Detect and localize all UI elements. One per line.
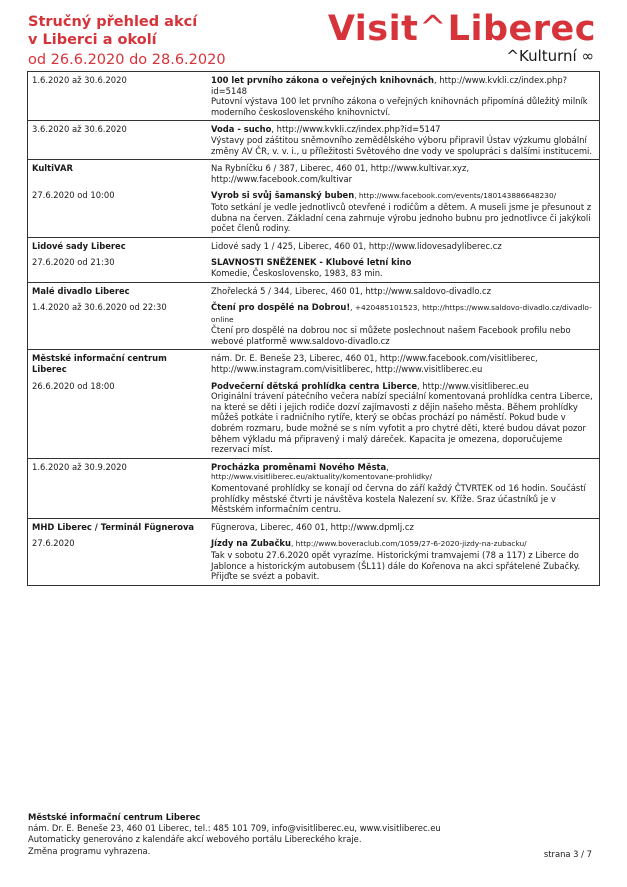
event-name: Voda - sucho <box>211 124 272 135</box>
event-name: Jízdy na Zubačku <box>211 538 291 549</box>
date-range: od 26.6.2020 do 28.6.2020 <box>28 52 226 68</box>
footer-address: nám. Dr. E. Beneše 23, 460 01 Liberec, tel.: 485 101 709, info@visitliberec.eu, www.visitliberec.eu <box>28 823 441 834</box>
event-date-cell <box>28 535 208 585</box>
venue-name: Městské informační centrum Liberec <box>32 353 167 375</box>
event-date: 27.6.2020 <box>32 538 75 549</box>
event-description: Komedie, Československo, 1983, 83 min. <box>211 267 383 278</box>
venue-address-cell <box>207 282 600 299</box>
events-table <box>27 71 600 586</box>
venue-row <box>28 282 600 299</box>
event-link[interactable]: , http://www.boveraclub.com/1059/27-6-2020-jizdy-na-zubacku/ <box>290 539 527 549</box>
event-description: Toto setkání je vedle jednotlivců otevřené i rodičům a dětem. A museli jsme je přesunout z dubna na červen. Základní cena zahrnuje výrobu jednoho bubnu pro jednotlivce či jakýkoli počet členů rodiny. <box>211 201 592 234</box>
event-detail-cell <box>207 72 600 121</box>
visit-liberec-logo <box>328 10 596 64</box>
event-heading <box>211 257 595 268</box>
venue-name-cell <box>28 518 208 535</box>
footer-organization: Městské informační centrum Liberec <box>28 812 201 822</box>
venue-address: nám. Dr. E. Beneše 23, Liberec, 460 01, http://www.facebook.com/visitliberec, http://www.instagram.com/visitliberec, http://www.visitliberec.eu <box>211 353 538 375</box>
event-heading <box>211 75 595 96</box>
event-date-cell <box>28 121 208 160</box>
venue-row <box>28 350 600 378</box>
venue-address: Fügnerova, Liberec, 460 01, http://www.dpmlj.cz <box>211 521 414 532</box>
event-link[interactable]: , http://www.visitliberec.eu <box>417 380 529 391</box>
event-row <box>28 458 600 518</box>
venue-address-cell <box>207 518 600 535</box>
event-detail-cell <box>207 254 600 282</box>
event-date: 3.6.2020 až 30.6.2020 <box>32 124 127 135</box>
event-name: SLAVNOSTI SNĚŽENEK - Klubové letní kino <box>211 257 412 268</box>
venue-row <box>28 160 600 188</box>
page-header <box>0 0 627 75</box>
event-name: Čtení pro dospělé na Dobrou! <box>211 302 351 313</box>
event-row <box>28 121 600 160</box>
event-description: Čtení pro dospělé na dobrou noc si můžete poslechnout našem Facebook profilu nebo webové platformě www.saldovo-divadlo.cz <box>211 325 571 346</box>
venue-name: Lidové sady Liberec <box>32 240 126 251</box>
venue-address-cell <box>207 350 600 378</box>
event-description: Putovní výstava 100 let prvního zákona o veřejných knihovnách připomíná důležitý milník moderního československého knihovnictví. <box>211 96 588 117</box>
event-heading <box>211 462 595 473</box>
event-date: 27.6.2020 od 10:00 <box>32 190 115 201</box>
event-row <box>28 378 600 459</box>
venue-address-cell <box>207 160 600 188</box>
logo-visit: Visit <box>327 9 419 49</box>
event-name: Podvečerní dětská prohlídka centra Liberce <box>211 380 418 391</box>
event-link[interactable]: http://www.visitliberec.eu/aktuality/komentovane-prohlidky/ <box>211 472 433 482</box>
venue-name-cell <box>28 160 208 188</box>
event-date: 26.6.2020 od 18:00 <box>32 380 115 391</box>
venue-address: Lidové sady 1 / 425, Liberec, 460 01, http://www.lidovesadyliberec.cz <box>211 240 502 251</box>
event-date: 1.6.2020 až 30.9.2020 <box>32 461 127 472</box>
footer-note-generated: Automaticky generováno z kalendáře akcí webového portálu Libereckého kraje. <box>28 834 362 845</box>
venue-name: Malé divadlo Liberec <box>32 285 130 296</box>
logo-wordmark <box>328 10 596 48</box>
event-description: Výstavy pod záštitou sněmovního zemědělského výboru připravil Ústav výzkumu globální změny AV ČR, v. v. i., u příležitosti Světového dne vody ve spolupráci s dalšími institucemi. <box>211 134 593 156</box>
logo-subtitle <box>328 48 596 64</box>
event-row <box>28 254 600 282</box>
event-link[interactable]: , http://www.kvkli.cz/index.php?id=5147 <box>271 124 441 135</box>
venue-address-cell <box>207 237 600 254</box>
logo-kulturni: ^Kulturní <box>506 47 577 65</box>
event-date-cell <box>28 72 208 121</box>
event-detail-cell <box>207 299 600 350</box>
event-date-cell <box>28 378 208 459</box>
venue-row <box>28 237 600 254</box>
venue-name-cell <box>28 350 208 378</box>
event-detail-cell <box>207 535 600 585</box>
event-detail-cell <box>207 378 600 459</box>
event-row <box>28 72 600 121</box>
venue-name-cell <box>28 282 208 299</box>
infinity-icon: ∞ <box>581 47 594 65</box>
event-row <box>28 187 600 237</box>
logo-liberec: Liberec <box>447 9 596 49</box>
event-detail-cell <box>207 121 600 160</box>
event-description: Tak v sobotu 27.6.2020 opět vyrazíme. Historickými tramvajemi (78 a 117) z Liberce do Jablonce a historickým autobusem (ŠL11) dále do Kořenova na akci spřátelené Zubačky. Přijďte se svézt a pobavit. <box>211 549 581 582</box>
venue-address: Zhořelecká 5 / 344, Liberec, 460 01, http://www.saldovo-divadlo.cz <box>211 285 492 296</box>
event-date-cell <box>28 187 208 237</box>
event-heading <box>211 124 595 135</box>
event-date: 1.4.2020 až 30.6.2020 od 22:30 <box>32 302 167 313</box>
event-heading <box>211 381 595 392</box>
event-link[interactable]: , http://www.kvkli.cz/index.php?id=5148 <box>211 75 568 96</box>
venue-name: KultiVAR <box>32 163 73 174</box>
report-title <box>28 13 226 69</box>
page-number: strana 3 / 7 <box>543 849 592 859</box>
event-detail-cell <box>207 187 600 237</box>
event-date-cell <box>28 254 208 282</box>
venue-name: MHD Liberec / Terminál Fügnerova <box>32 521 195 532</box>
event-row <box>28 535 600 585</box>
event-detail-cell <box>207 458 600 518</box>
event-date: 27.6.2020 od 21:30 <box>32 257 115 268</box>
event-name: Procházka proměnami Nového Města <box>211 461 387 472</box>
event-row <box>28 299 600 350</box>
event-date: 1.6.2020 až 30.6.2020 <box>32 75 127 85</box>
event-description: Komentované prohlídky se konají od června do září každý ČTVRTEK od 16 hodin. Součástí prohlídky městské čtvrti je návštěva kostela Nalezení sv. Kříže. Sraz účastníků je v Městském informačním centru. <box>211 483 586 515</box>
page-footer <box>28 812 592 857</box>
title-line-2: v Liberci a okolí <box>28 32 157 48</box>
venue-address: Na Rybníčku 6 / 387, Liberec, 460 01, http://www.kultivar.xyz, http://www.facebook.com/kultivar <box>211 163 470 184</box>
event-date-cell <box>28 299 208 350</box>
event-date-cell <box>28 458 208 518</box>
event-name: Vyrob si svůj šamanský buben <box>211 190 355 201</box>
footer-note-changes: Změna programu vyhrazena. <box>28 845 151 856</box>
event-description: Originální trávení pátečního večera nabízí speciální komentovaná prohlídka centra Liberce, na které se děti i jejich rodiče dozví zajímavosti z dějin našeho města. Během prohlídky můžeš potkáte i radničního rytíře, který se občas prochází po náměstí. Pokud bude v dobrém rozmaru, bude možné se s ním vyfotit a pro chytré děti, které budou dávat pozor během výkladu má připravený i malý dáreček. Kapacita je omezena, doporučujeme rezervaci míst. <box>211 391 593 455</box>
venue-name-cell <box>28 237 208 254</box>
event-heading <box>211 302 595 325</box>
event-link[interactable]: , +420485101523, http://https://www.saldovo-divadlo.cz/divadlo-online <box>211 303 592 324</box>
title-line-1: Stručný přehled akcí <box>28 14 198 30</box>
venue-row <box>28 518 600 535</box>
logo-caret: ^ <box>419 8 447 46</box>
event-heading <box>211 190 595 202</box>
event-link[interactable]: , <box>386 461 389 472</box>
event-heading <box>211 538 595 550</box>
event-link[interactable]: , http://www.facebook.com/events/180143886648230/ <box>354 191 557 201</box>
event-name: 100 let prvního zákona o veřejných knihovnách <box>211 75 434 85</box>
